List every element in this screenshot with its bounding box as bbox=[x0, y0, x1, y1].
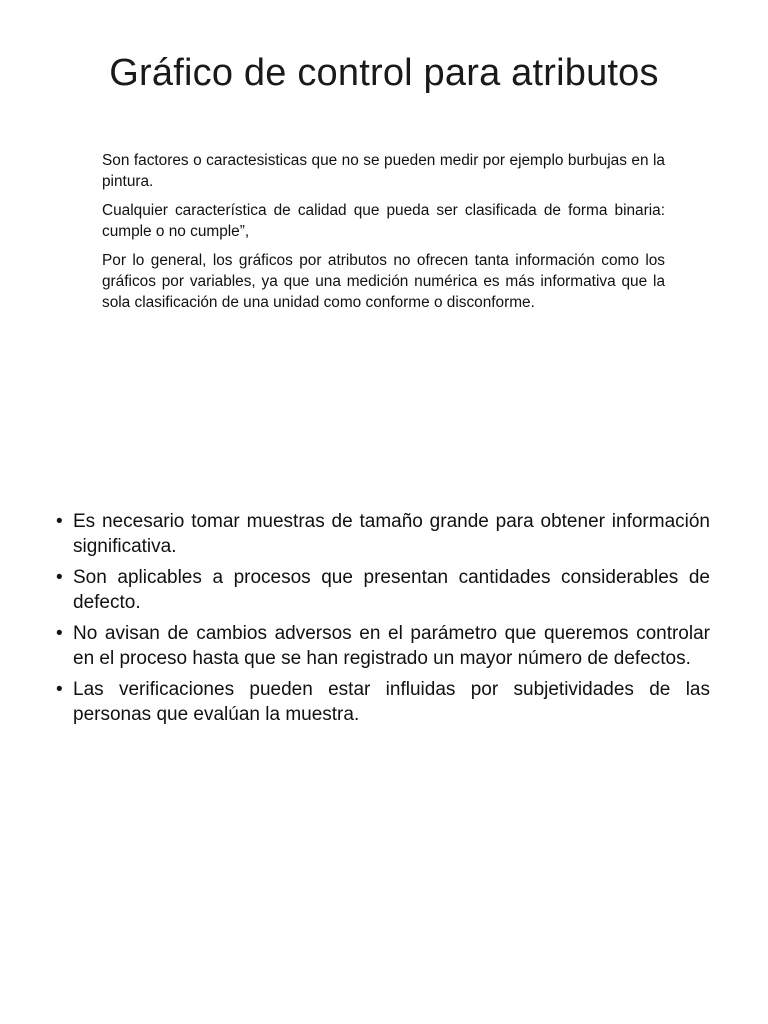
bullet-text: No avisan de cambios adversos en el parámetro que queremos controlar en el proceso hasta que se han registrado un mayor número de defectos. bbox=[73, 623, 710, 669]
intro-paragraph-3: Por lo general, los gráficos por atributos no ofrecen tanta información como los gráficos por variables, ya que una medición numérica es más informativa que la sola clasificación de una unidad como conforme o disconforme. bbox=[102, 252, 665, 311]
bullet-dot-icon: • bbox=[56, 567, 63, 588]
bullet-text: Es necesario tomar muestras de tamaño grande para obtener información significativa. bbox=[73, 511, 710, 557]
bullet-item-1 bbox=[56, 510, 710, 559]
bullet-dot-icon: • bbox=[56, 679, 63, 700]
intro-text-block bbox=[102, 150, 665, 321]
bullet-dot-icon: • bbox=[56, 623, 63, 644]
bullet-item-4 bbox=[56, 678, 710, 727]
intro-paragraph-2: Cualquier característica de calidad que pueda ser clasificada de forma binaria: cumple o no cumple”, bbox=[102, 202, 665, 240]
bullet-item-3 bbox=[56, 622, 710, 671]
page-title: Gráfico de control para atributos bbox=[109, 52, 659, 94]
bullet-dot-icon: • bbox=[56, 511, 63, 532]
intro-paragraph-1: Son factores o caractesisticas que no se pueden medir por ejemplo burbujas en la pintura. bbox=[102, 152, 665, 190]
bullet-item-2 bbox=[56, 566, 710, 615]
bullet-list bbox=[56, 510, 710, 734]
bullet-text: Las verificaciones pueden estar influidas por subjetividades de las personas que evalúan la muestra. bbox=[73, 679, 710, 725]
bullet-text: Son aplicables a procesos que presentan cantidades considerables de defecto. bbox=[73, 567, 710, 613]
